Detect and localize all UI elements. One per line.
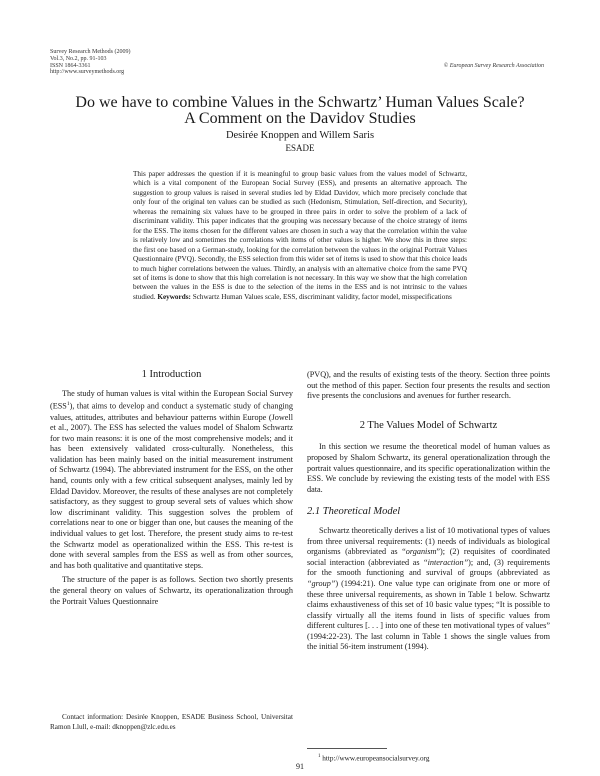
title-line-1: Do we have to combine Values in the Schwartz’ Human Values Scale? xyxy=(75,94,525,111)
paper-title xyxy=(40,95,560,127)
section-2-paragraph: In this section we resume the theoretical model of human values as proposed by Shalom Schwartz, its general operationalization through the portrait values questionnaire, and its specific operationalization within the ESS. We conclude by reviewing the existing tests of the model with ESS data. xyxy=(307,442,550,494)
contact-info: Contact information: Desirée Knoppen, ESADE Business School, Universitat Ramon Llull, e-mail: dknoppen@zlc.edu.es xyxy=(50,713,293,731)
journal-header xyxy=(50,49,130,76)
section-2-heading: 2 The Values Model of Schwartz xyxy=(359,419,498,431)
left-column xyxy=(50,370,293,607)
intro-paragraph-2: The structure of the paper is as follows. Section two shortly presents the general theory on values of Schwartz, its operationalization through the Portrait Values Questionnaire xyxy=(50,575,293,606)
journal-url[interactable]: http://www.surveymethods.org xyxy=(50,69,125,76)
footnote-mark: 1 xyxy=(318,754,321,759)
keywords: Schwartz Human Values scale, ESS, discriminant validity, factor model, misspecifications xyxy=(192,292,452,301)
subsection-2-1-heading: 2.1 Theoretical Model xyxy=(307,506,401,518)
intro-paragraph-1: The study of human values is vital within the European Social Survey (ESS$^1$), that aims to develop and conduct a systematic study of changing values, attitudes, attributes and behaviour patterns within Europe (Jowell et al., 2007). The ESS has selected the values model of Shalom Schwartz for two main reasons: it is one of the most comprehensive models; and it has been extensively validated cross-culturally. Nonetheless, this validation has been mainly based on the initial measurement instrument of Schwartz (1994). The abbreviated instrument for the ESS, on the other hand, counts only with a few critical subsequent analyses, mainly led by Eldad Davidov. Moreover, the results of these analyses are not completely satisfactory, as they suggest to group several sets of values which show low discriminant validity. This suggestion solves the problem of correlations near to one or bigger than one, but causes the meaning of the individual values to get lost. Therefore, the present study aims to re-test the Schwartz model as operationalized within the ESS. This re-test is done with several samples from the ESS as well as from other sources, and has both qualitative and quantitative steps. xyxy=(50,388,293,570)
abstract xyxy=(133,170,467,302)
footnote-ref: 1 xyxy=(66,401,70,408)
journal-name: Survey Research Methods (2009) xyxy=(50,49,131,55)
section-1-heading: 1 Introduction xyxy=(141,369,202,380)
subsection-2-1-paragraph: Schwartz theoretically derives a list of 10 motivational types of values from three universal requirements: (1) needs of individuals as biological organisms (abbreviated as “organism”); (2) requisites of coordinated social interaction (abbreviated as “interaction”); and, (3) requirements for the smooth functioning and survival of groups (abbreviated as “group”) (1994:21). One value type can originate from one or more of these three universal requirements, as shown in Table 1 below. Schwartz claims exhaustiveness of this set of 10 basic value types; “It is possible to classify virtually all the items found in lists of specific values from different cultures [. . . ] into one of these ten motivational types of values” (1994:22-23). The last column in Table 1 shows the single values from the initial 56-item instrument (1994). xyxy=(307,525,550,652)
abstract-text: This paper addresses the question if it is meaningful to group basic values from the values model of Schwartz, which is a vital component of the European Social Survey (ESS), and presents an alternative approach. The suggestion to group values is raised in several studies led by Eldad Davidov, which more precisely conclude that only four of the original ten values can be studied as such (Hedonism, Stimulation, Self-direction, and Security), whereas the remaining six values have to be grouped in three pairs in order to solve the problem of a lack of discriminant validity. This paper indicates that the grouping was necessary because of the choice strategy of items for the ESS. The items chosen for the different values are chosen in such a way that the correlation within the value is relatively low and sometimes the correlations with items of other values is higher. We show this in three steps: the first one based on a German-study, looking for the correlation between the values in the original Portrait Values Questionnaire (PVQ). Secondly, the ESS selection from this wider set of items is used to show that this choice leads to much higher correlations between the values. Thirdly, an analysis with an alternative choice from the same PVQ set of items is done to show that this high correlation is not necessary. In this way we show that the high correlation between the values in the ESS is due to the selection of the items in the ESS and is not intrinsic to the values studied. xyxy=(133,170,467,301)
page-number: 91 xyxy=(296,762,304,771)
title-line-2: A Comment on the Davidov Studies xyxy=(184,110,416,127)
right-column xyxy=(307,370,550,653)
footnote-divider xyxy=(307,748,387,749)
continued-paragraph: (PVQ), and the results of existing tests of the theory. Section three points out the method of this paper. Section four presents the results and section five presents the conclusions and avenues for further research. xyxy=(307,370,550,401)
keywords-label: Keywords: xyxy=(157,292,191,301)
journal-volume: Vol.3, No.2, pp. 91-103 xyxy=(50,55,107,62)
copyright: © European Survey Research Association xyxy=(443,63,544,69)
footnote-url[interactable]: http://www.europeansocialsurvey.org xyxy=(322,754,430,763)
affiliation: ESADE xyxy=(285,143,315,153)
authors: Desirée Knoppen and Willem Saris xyxy=(225,130,375,141)
journal-issn: ISSN 1864-3361 xyxy=(50,62,91,69)
